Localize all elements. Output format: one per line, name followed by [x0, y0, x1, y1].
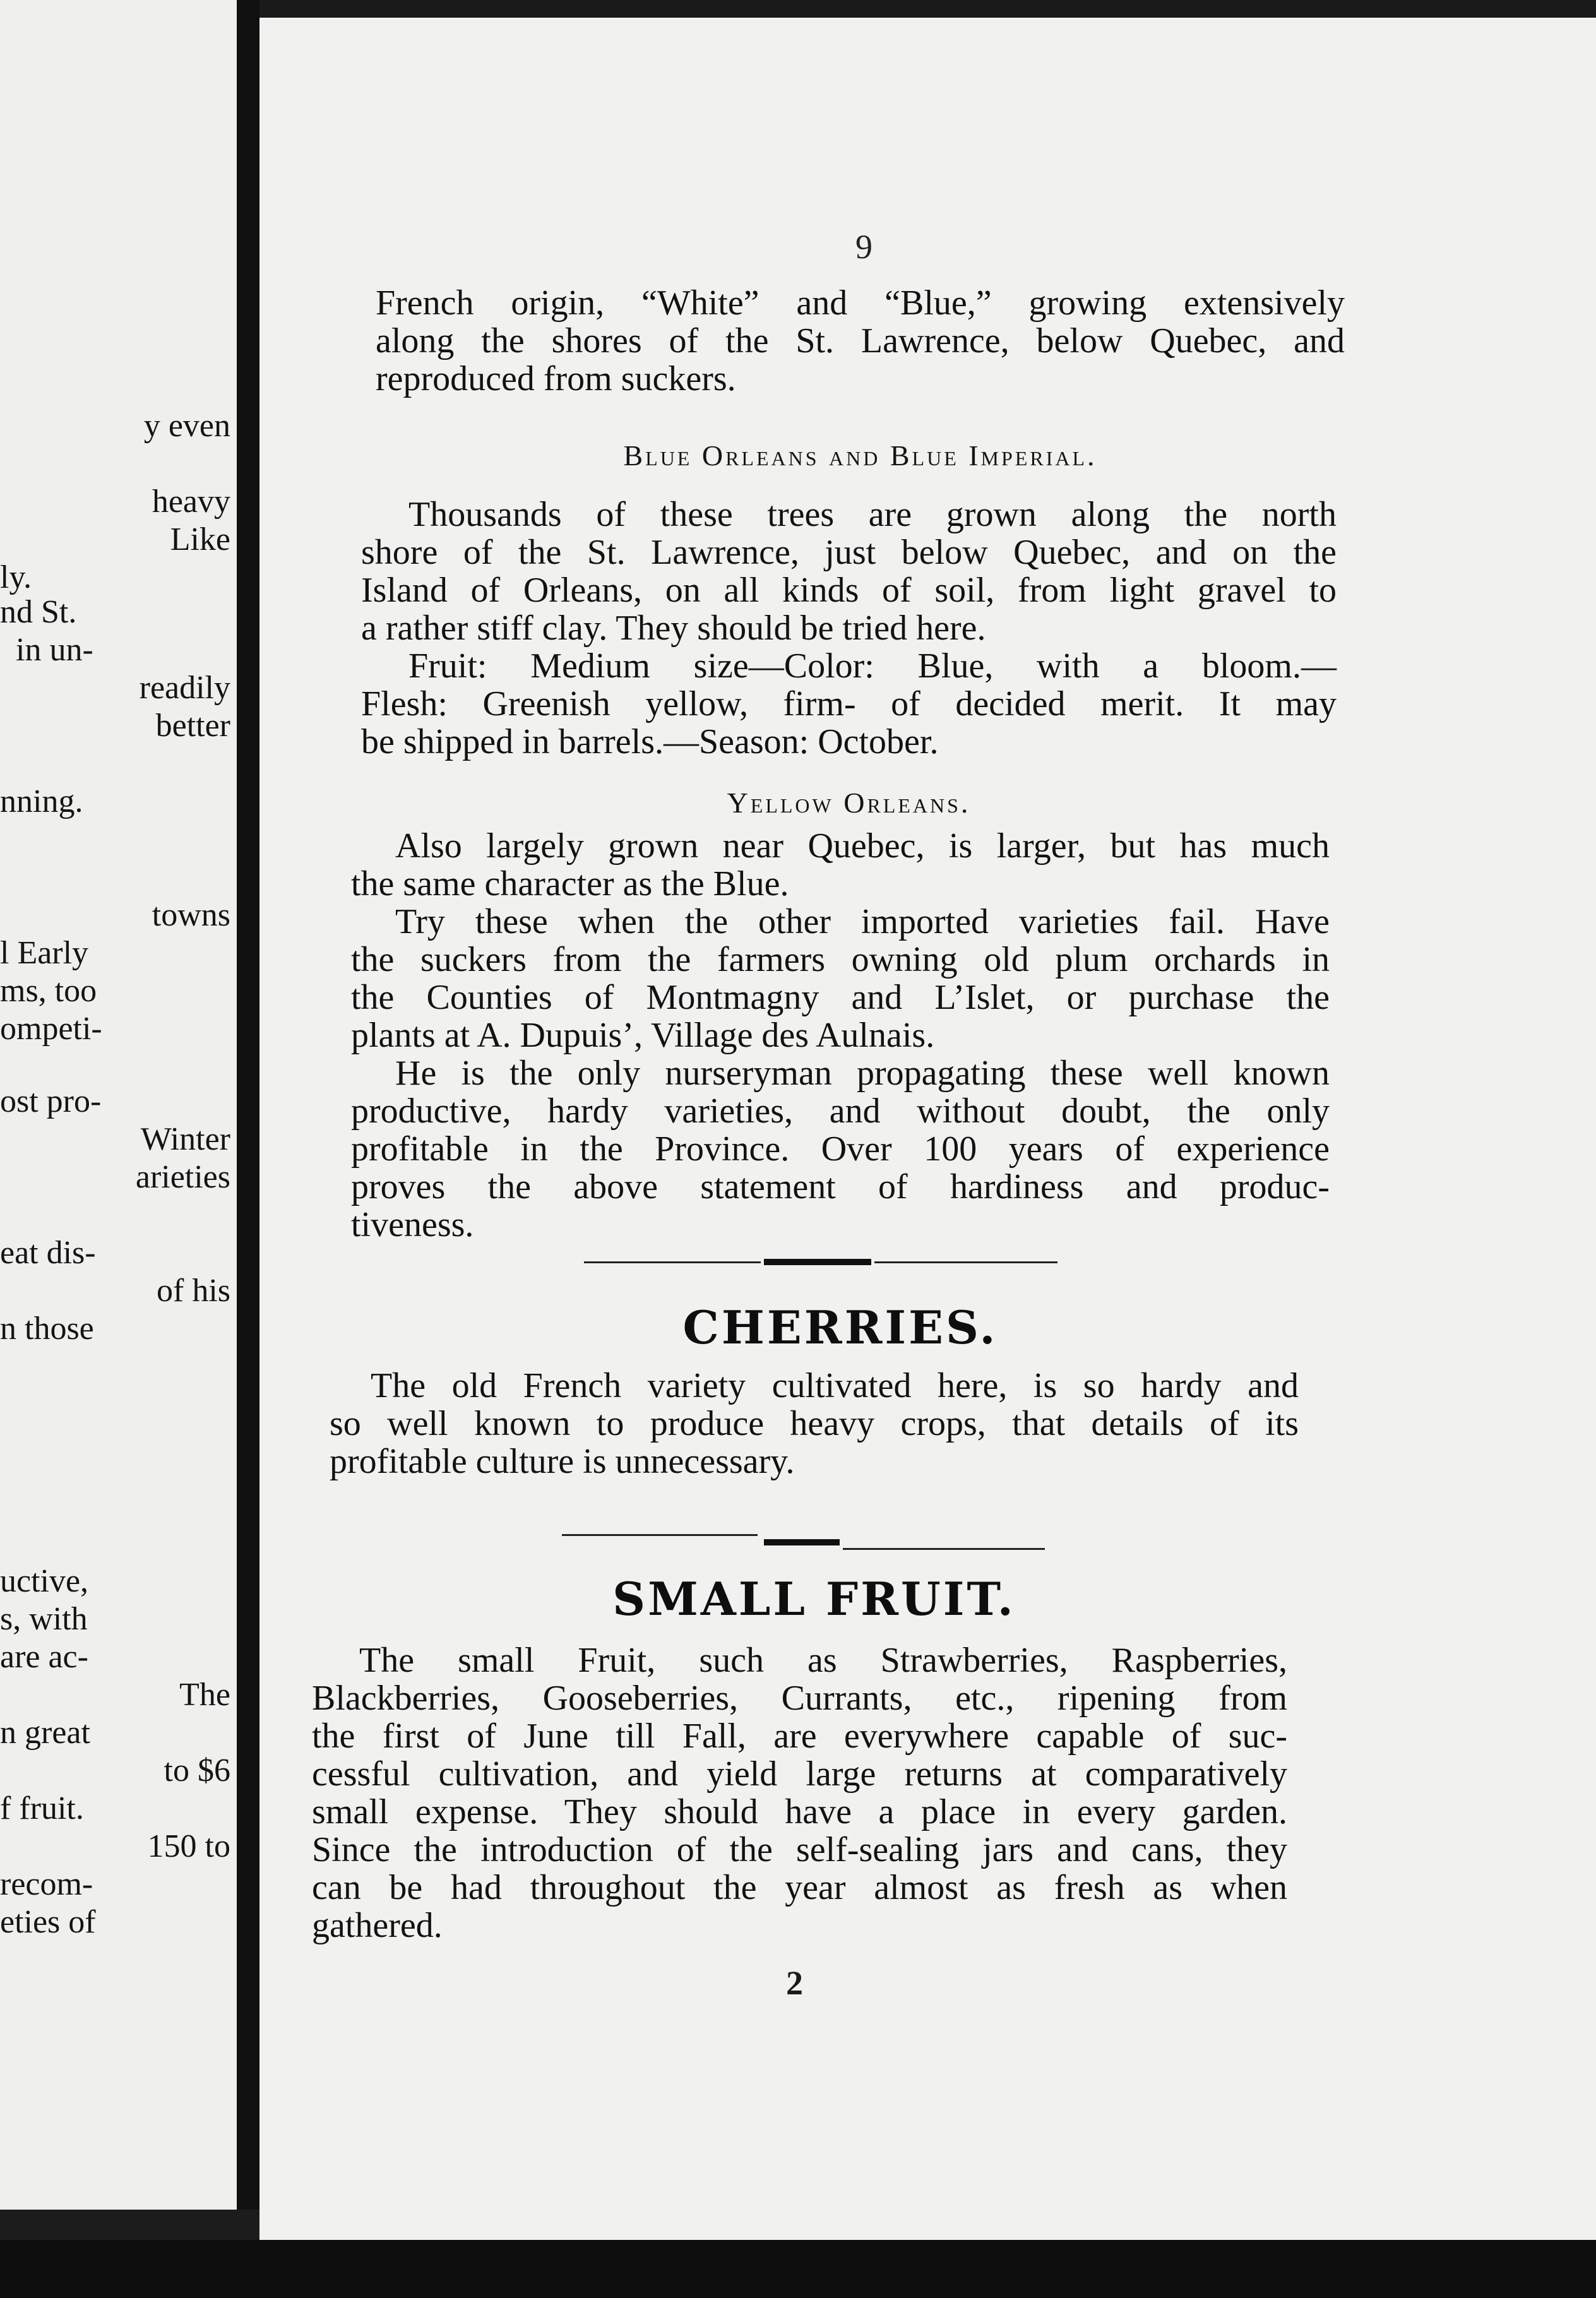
text-line: be shipped in barrels.—Season: October. [361, 722, 939, 761]
text-line: French origin, “White” and “Blue,” growing extensively [376, 283, 1345, 323]
left-fragment-line: ompeti- [0, 1011, 102, 1047]
text-line: plants at A. Dupuis’, Village des Aulnais. [351, 1016, 935, 1055]
left-fragment-line: towns [152, 897, 230, 933]
yellow-orleans-paragraph [351, 827, 1330, 1244]
text-line: along the shores of the St. Lawrence, below Quebec, and [376, 321, 1345, 360]
text-line: Blackberries, Gooseberries, Currants, etc., ripening from [312, 1679, 1287, 1718]
section-divider [764, 1259, 871, 1265]
text-line: Fruit: Medium size—Color: Blue, with a bloom.— [408, 646, 1337, 686]
left-fragment-line: readily [139, 670, 230, 706]
left-fragment-line: y even [143, 408, 230, 444]
left-fragment-line: arieties [135, 1159, 230, 1195]
left-fragment-line: better [155, 708, 230, 744]
text-line: the Counties of Montmagny and L’Islet, or purchase the [351, 978, 1330, 1017]
section-divider [584, 1261, 761, 1263]
text-line: gathered. [312, 1906, 443, 1945]
left-fragment-line: 150 to [147, 1828, 230, 1864]
text-line: shore of the St. Lawrence, just below Quebec, and on the [361, 533, 1337, 572]
page-gutter [237, 0, 259, 2210]
heading-yellow-orleans: Yellow Orleans. [727, 787, 971, 819]
text-line: Thousands of these trees are grown along the north [408, 495, 1337, 534]
blue-orleans-paragraph [361, 496, 1337, 761]
page-number-top: 9 [855, 228, 872, 266]
text-line: a rather stiff clay. They should be tried here. [361, 609, 986, 648]
left-fragment-line: Winter [140, 1121, 230, 1157]
text-line: cessful cultivation, and yield large returns at comparatively [312, 1754, 1287, 1794]
text-line: profitable culture is unnecessary. [330, 1442, 795, 1481]
left-fragment-line: s, with [0, 1601, 88, 1637]
text-line: Since the introduction of the self-sealing jars and cans, they [312, 1830, 1287, 1869]
left-fragment-line: recom- [0, 1866, 93, 1902]
heading-cherries: CHERRIES. [682, 1301, 998, 1354]
left-fragment-line: ly. [0, 559, 32, 595]
section-divider [764, 1539, 840, 1545]
left-fragment-line: n great [0, 1715, 90, 1751]
left-fragment-line: l Early [0, 935, 89, 971]
left-fragment-line: eties of [0, 1904, 96, 1940]
intro-paragraph [376, 284, 1345, 398]
heading-small-fruit: SMALL FRUIT. [612, 1572, 1016, 1626]
left-fragment-line: uctive, [0, 1563, 89, 1599]
signature-mark: 2 [786, 1964, 803, 2002]
text-line: The old French variety cultivated here, is so hardy and [371, 1366, 1299, 1405]
text-line: tiveness. [351, 1205, 474, 1244]
text-line: the same character as the Blue. [351, 864, 789, 903]
left-fragment-line: f fruit. [0, 1790, 84, 1826]
top-edge-shadow [259, 0, 1596, 18]
text-line: the suckers from the farmers owning old plum orchards in [351, 940, 1330, 979]
text-line: He is the only nurseryman propagating these well known [395, 1054, 1330, 1093]
text-line: the first of June till Fall, are everywhere capable of suc- [312, 1717, 1287, 1756]
section-divider [843, 1548, 1045, 1550]
left-fragment-line: heavy [152, 484, 230, 520]
text-line: Flesh: Greenish yellow, firm- of decided merit. It may [361, 684, 1337, 723]
left-fragment-line: The [179, 1677, 230, 1713]
left-fragment-line: eat dis- [0, 1235, 96, 1271]
left-fragment-line: of his [157, 1273, 230, 1309]
text-line: productive, hardy varieties, and without doubt, the only [351, 1092, 1330, 1131]
left-fragment-line: Like [170, 521, 230, 557]
left-page-fragment [0, 0, 237, 2210]
left-fragment-line: in un- [16, 632, 93, 668]
left-fragment-line: n those [0, 1311, 94, 1347]
left-fragment-line: to $6 [164, 1753, 230, 1789]
left-fragment-line: are ac- [0, 1639, 88, 1675]
text-line: so well known to produce heavy crops, that details of its [330, 1404, 1299, 1443]
text-line: can be had throughout the year almost as fresh as when [312, 1868, 1287, 1907]
heading-blue-orleans: Blue Orleans and Blue Imperial. [623, 439, 1097, 472]
text-line: Try these when the other imported varieties fail. Have [395, 902, 1330, 941]
left-fragment-line: ms, too [0, 973, 97, 1009]
text-line: small expense. They should have a place in every garden. [312, 1792, 1287, 1831]
left-fragment-line: nning. [0, 783, 83, 819]
section-divider [562, 1534, 758, 1536]
text-line: proves the above statement of hardiness and produc- [351, 1167, 1330, 1206]
text-line: Island of Orleans, on all kinds of soil, from light gravel to [361, 571, 1337, 610]
left-fragment-line: ost pro- [0, 1083, 102, 1119]
small-fruit-paragraph [312, 1641, 1287, 1944]
left-fragment-line: nd St. [0, 594, 77, 630]
text-line: Also largely grown near Quebec, is larger, but has much [395, 826, 1330, 866]
bottom-edge-shadow [0, 2240, 1596, 2298]
text-line: profitable in the Province. Over 100 years of experience [351, 1129, 1330, 1169]
text-line: The small Fruit, such as Strawberries, Raspberries, [359, 1641, 1287, 1680]
text-line: reproduced from suckers. [376, 359, 736, 398]
section-divider [874, 1261, 1057, 1263]
cherries-paragraph [330, 1367, 1299, 1480]
